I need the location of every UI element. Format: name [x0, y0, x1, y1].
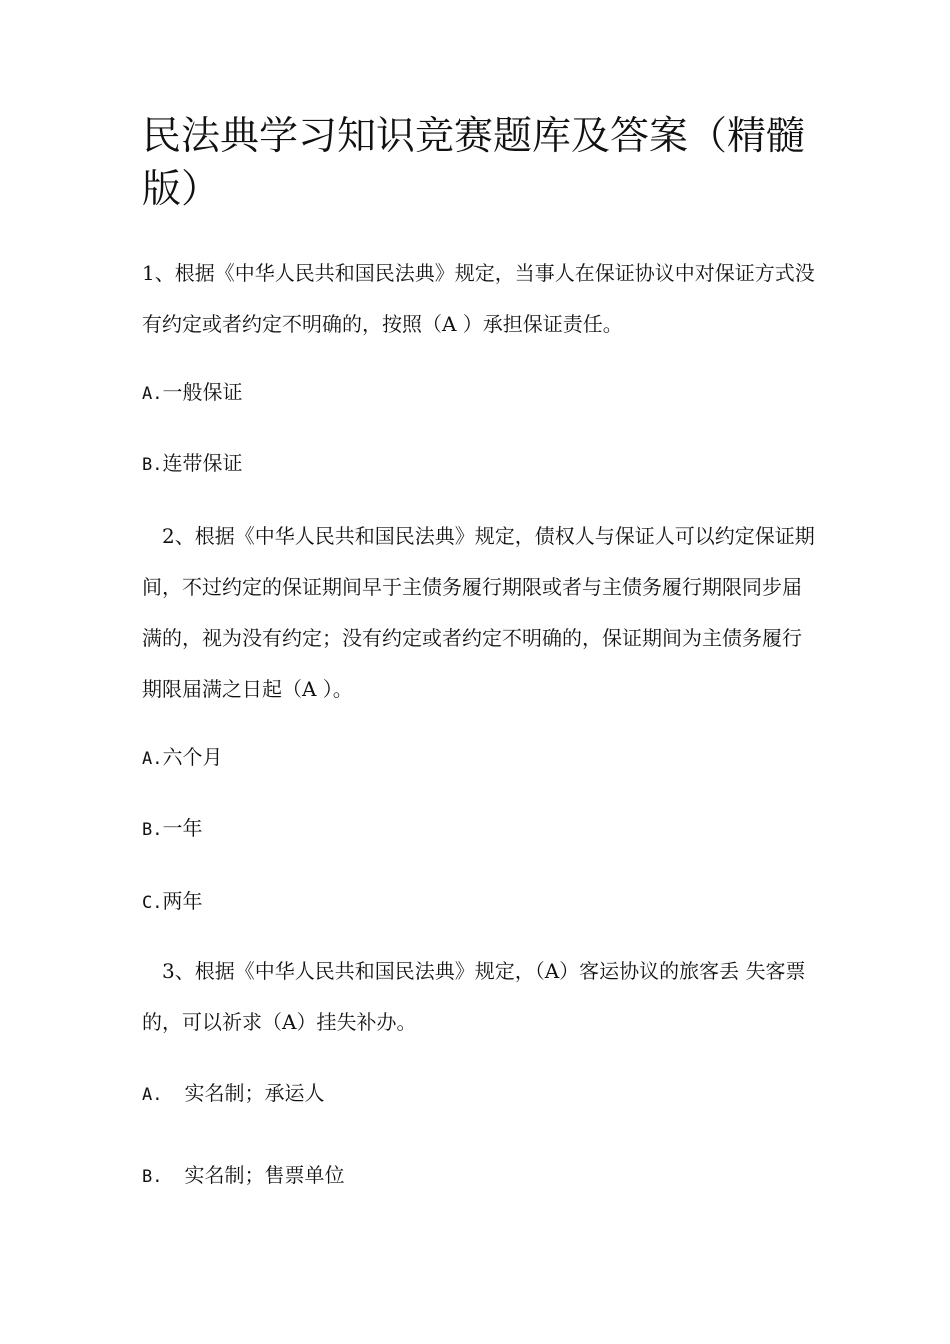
option-letter: C. [142, 893, 163, 913]
option-text: 一年 [162, 816, 203, 840]
option-letter: A. [142, 749, 163, 769]
option-text: 六个月 [162, 745, 223, 769]
document-title: 民法典学习知识竞赛题库及答案（精髓版） [142, 114, 806, 212]
option-letter: B. [142, 455, 163, 475]
question-3-option-a [142, 1078, 324, 1110]
question-3-option-b [142, 1160, 344, 1192]
option-letter: A. [142, 1085, 163, 1105]
option-text: 实名制；承运人 [184, 1081, 325, 1105]
question-2-text: 2、根据《中华人民共和国民法典》规定，债权人与保证人可以约定保证期间，不过约定的保证期间早于主债务履行期限或者与主债务履行期限同步届满的，视为没有约定；没有约定或者约定不明确的，保证期间为主债务履行期限届满之日起（A ）。 [142, 524, 815, 701]
option-letter: A. [142, 384, 163, 404]
option-letter: B. [142, 820, 163, 840]
question-3-text: 3、根据《中华人民共和国民法典》规定，（A）客运协议的旅客丢 失客票的，可以祈求（A）挂失补办。 [142, 959, 806, 1034]
option-text: 连带保证 [162, 451, 243, 475]
question-1-text: 1、根据《中华人民共和国民法典》规定，当事人在保证协议中对保证方式没有约定或者约定不明确的，按照（A ）承担保证责任。 [142, 261, 815, 336]
option-text: 一般保证 [162, 380, 243, 404]
question-2-option-a [142, 742, 222, 774]
option-letter: B. [142, 1167, 163, 1187]
option-text: 实名制；售票单位 [184, 1163, 345, 1187]
question-2-option-c [142, 886, 202, 918]
question-1-option-b [142, 448, 242, 480]
option-text: 两年 [162, 889, 203, 913]
question-1-option-a [142, 377, 242, 409]
question-2-option-b [142, 813, 202, 845]
